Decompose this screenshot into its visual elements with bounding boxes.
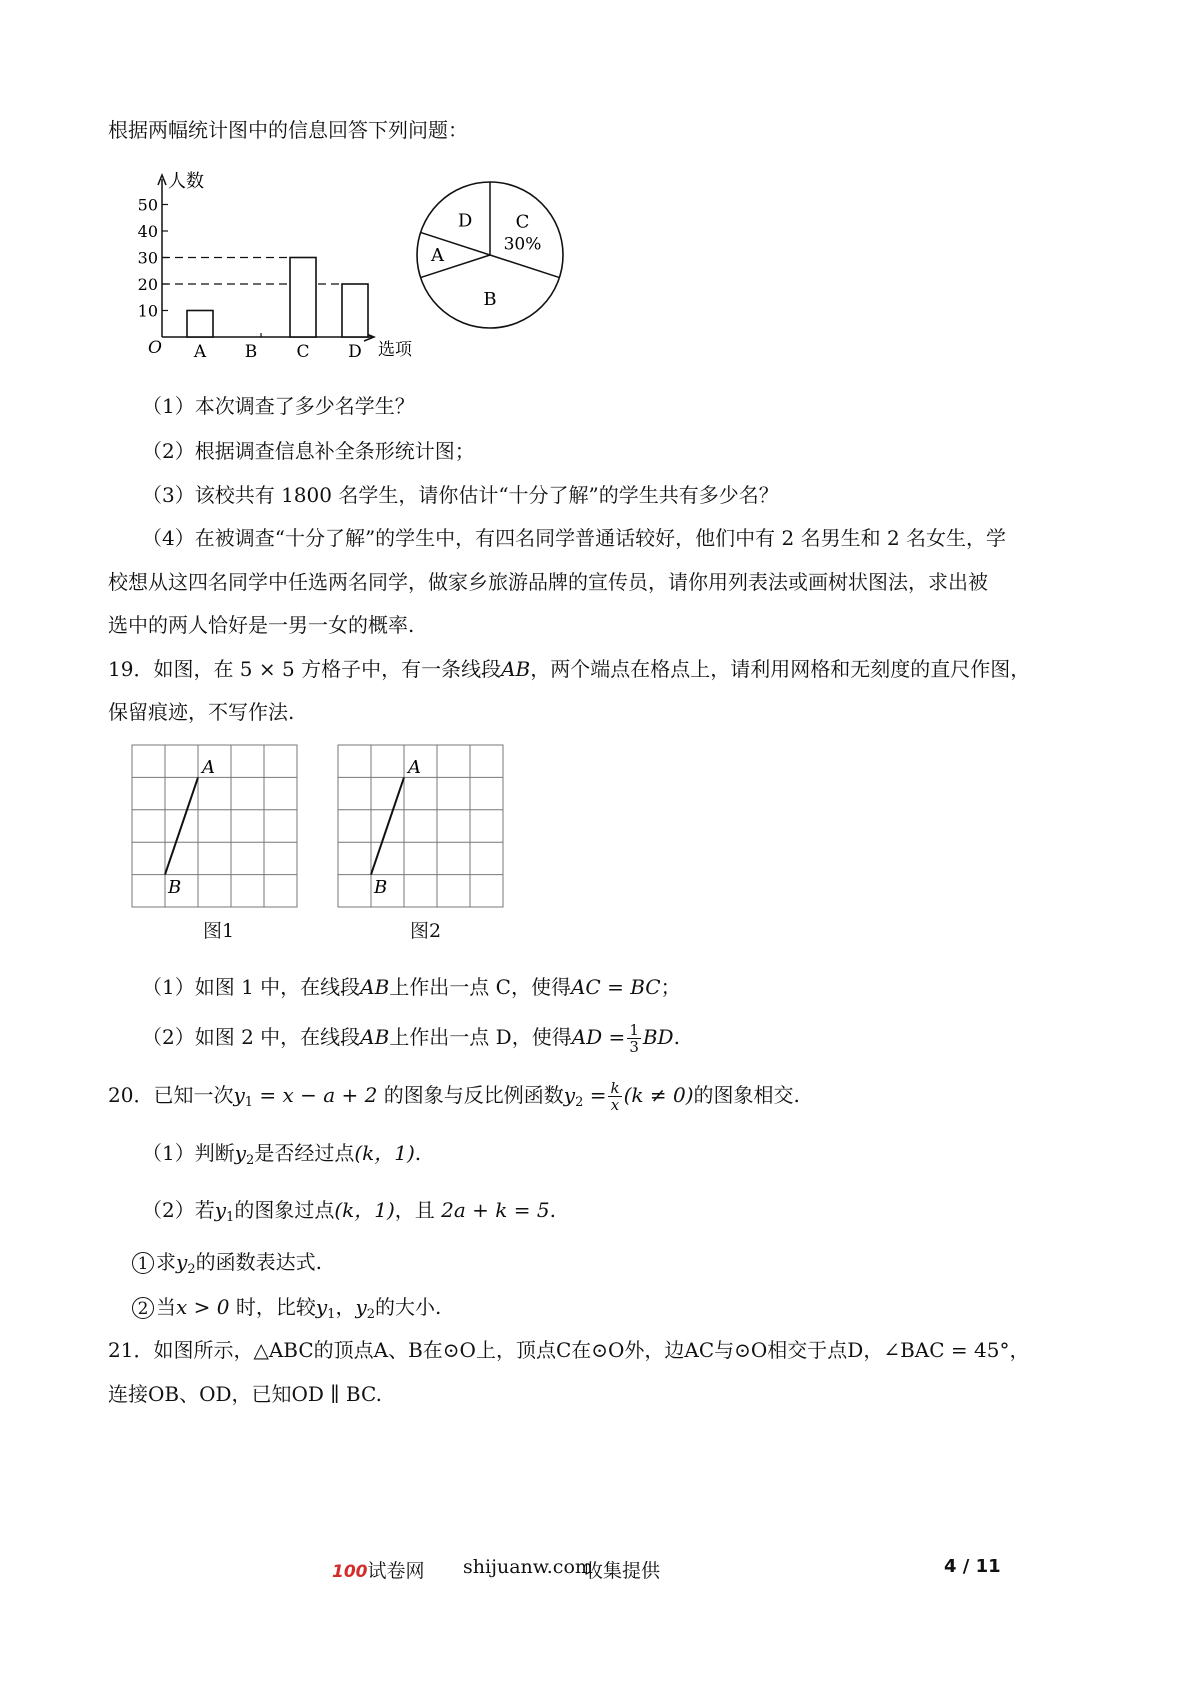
point-a-label: A [202, 757, 215, 778]
y-tick-label: 40 [137, 222, 158, 241]
y-tick-label: 10 [137, 301, 158, 321]
origin-label: O [148, 338, 162, 358]
q18-part2: （2）根据调查信息补全条形统计图； [142, 439, 475, 463]
pie-label-D: D [457, 210, 473, 232]
footer-brand [332, 1556, 425, 1583]
bar-chart [137, 165, 430, 370]
footer-site-name: 试卷网 [367, 1560, 425, 1582]
q20-part1: （1）判断$y_2$是否经过点(k，1). [142, 1141, 422, 1168]
x-tick-label: A [193, 342, 207, 362]
pie-label-C: C [515, 211, 530, 233]
q18-part4-line2: 校想从这四名同学中任选两名同学，做家乡旅游品牌的宣传员，请你用列表法或画树状图法，求出被 [108, 570, 988, 594]
footer-url[interactable]: shijuanw.com [463, 1556, 593, 1578]
q18-part4-line3: 选中的两人恰好是一男一女的概率. [108, 613, 415, 637]
q18-part1: （1）本次调查了多少名学生？ [142, 394, 415, 418]
page-number: 4 / 11 [944, 1556, 1001, 1577]
q19-part1: （1）如图 1 中，在线段AB上作出一点 C，使得AC = BC； [142, 975, 681, 999]
bar-C [290, 258, 316, 338]
pie-chart [410, 175, 570, 335]
q20-sub2: 2 当x > 0 时，比较$y_1$，$y_2$的大小. [132, 1293, 441, 1329]
segment-ab [165, 777, 198, 874]
q19-part2: （2）如图 2 中，在线段AB上作出一点 D，使得AD = $\frac{1}{3}$ BD. [142, 1021, 680, 1056]
point-b-label: B [168, 877, 182, 898]
q18-part3: （3）该校共有 1800 名学生，请你估计“十分了解”的学生共有多少名？ [142, 483, 779, 507]
q20-part2: （2）若$y_1$的图象过点(k，1)，且 2a + k = 5. [142, 1198, 556, 1225]
pie-label-A: A [430, 245, 444, 266]
q19-line1: 19．如图，在 5 × 5 方格子中，有一条线段AB，两个端点在格点上，请利用网格和无刻度的直尺作图， [108, 657, 1031, 681]
bar-D [342, 284, 368, 337]
y-tick-label: 20 [137, 275, 158, 294]
grid-figure-1 [130, 743, 300, 911]
fig2-caption: 图2 [410, 920, 442, 942]
y-tick-label: 30 [137, 248, 158, 268]
x-axis-label: 选项 [378, 340, 412, 360]
point-b-label: B [374, 877, 388, 898]
intro-text: 根据两幅统计图中的信息回答下列问题： [108, 118, 468, 142]
y-tick-label: 50 [137, 195, 158, 215]
q21-line2: 连接OB、OD，已知OD ∥ BC. [108, 1382, 382, 1406]
x-tick-label: B [244, 342, 258, 362]
bar-A [187, 311, 213, 338]
logo-icon: 100 [332, 1562, 368, 1582]
q20-stem: 20．已知一次$y_1 = x - a + 2$ 的图象与反比例函数$y_2$ = $\frac{k}{x}$ (k ≠ 0)的图象相交. [108, 1079, 800, 1114]
y-axis-label: 人数 [168, 171, 204, 192]
q18-part4-line1: （4）在被调查“十分了解”的学生中，有四名同学普通话较好，他们中有 2 名男生和 2 名女生，学 [142, 526, 1007, 550]
x-tick-label: C [296, 342, 310, 362]
pie-percent-C: 30% [503, 234, 542, 255]
q21-line1: 21．如图所示，△ABC的顶点A、B在⊙O上，顶点C在⊙O外，边AC与⊙O相交于点D，∠BAC = 45°， [108, 1338, 1030, 1362]
pie-label-B: B [483, 288, 497, 310]
fig1-caption: 图1 [203, 920, 235, 942]
segment-ab [371, 777, 404, 874]
q20-sub1: 1 求$y_2$的函数表达式. [132, 1248, 322, 1284]
x-tick-label: D [348, 342, 362, 362]
point-a-label: A [408, 757, 421, 778]
grid-figure-2 [336, 743, 506, 911]
footer-provided: 收集提供 [584, 1560, 661, 1582]
q19-line2: 保留痕迹，不写作法. [108, 700, 295, 724]
